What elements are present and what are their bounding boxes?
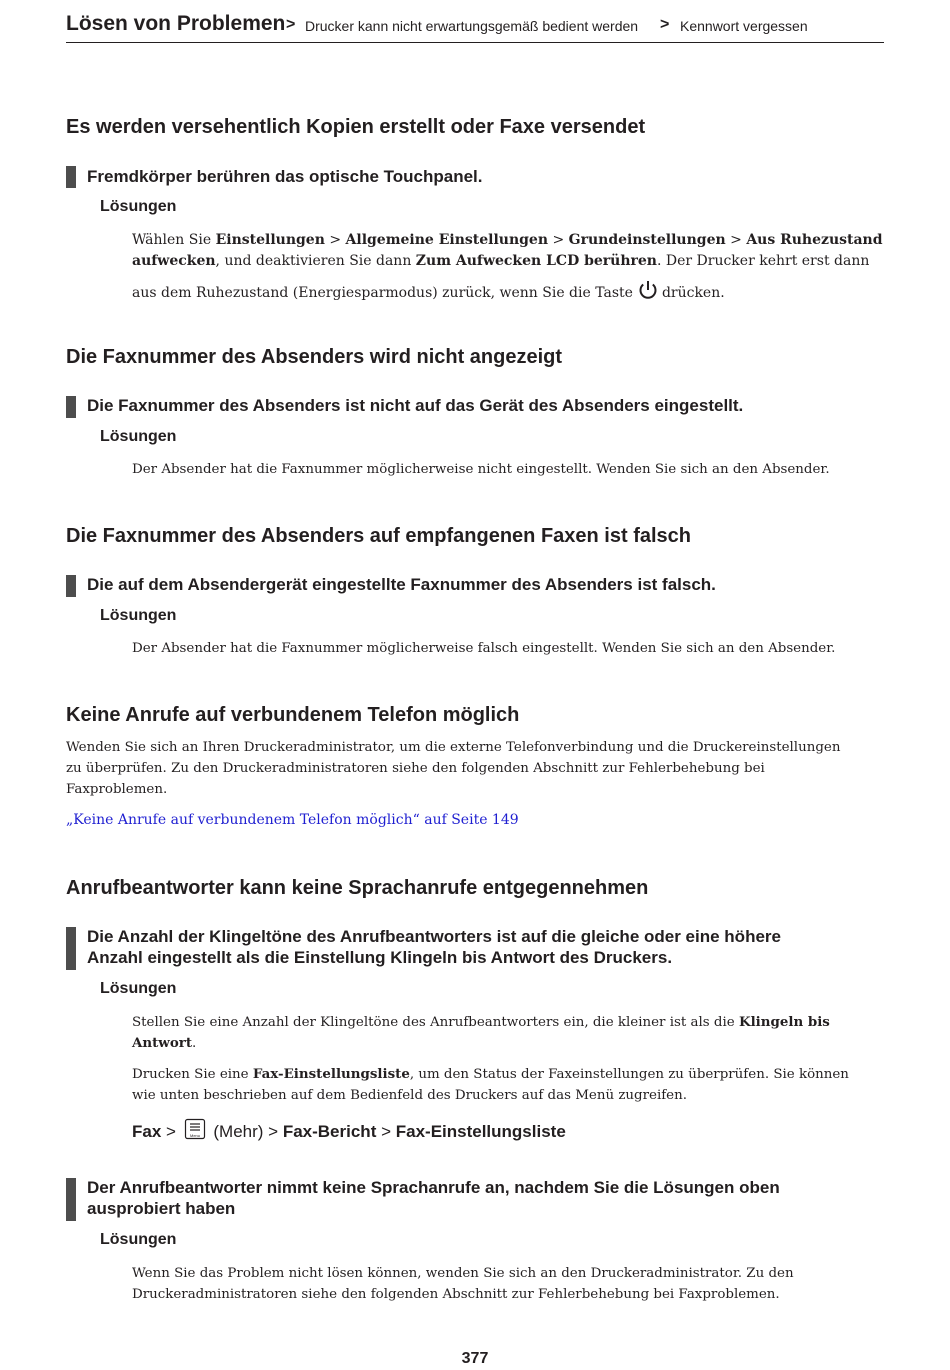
cross-reference-link[interactable]: „Keine Anrufe auf verbundenem Telefon möglich“ auf Seite 149 <box>66 812 519 828</box>
cause-marker <box>66 166 76 188</box>
cause-heading: Anzahl eingestellt als die Einstellung Klingeln bis Antwort des Druckers. <box>87 948 673 967</box>
solution-text: Der Absender hat die Faxnummer möglicherweise nicht eingestellt. Wenden Sie sich an den Absender. <box>132 462 830 477</box>
section-heading: Die Faxnummer des Absenders wird nicht angezeigt <box>66 346 563 368</box>
section-heading: Keine Anrufe auf verbundenem Telefon möglich <box>66 704 520 726</box>
solution-text: Antwort. <box>132 1035 197 1051</box>
cause-heading: Die Anzahl der Klingeltöne des Anrufbeantworters ist auf die gleiche oder eine höhere <box>87 927 781 946</box>
solutions-label: Lösungen <box>100 428 177 445</box>
breadcrumb <box>66 10 884 43</box>
solutions-label: Lösungen <box>100 980 177 997</box>
cause-marker <box>66 927 76 970</box>
section-heading: Die Faxnummer des Absenders auf empfangenen Faxen ist falsch <box>66 525 691 547</box>
svg-text:Menu: Menu <box>189 1133 200 1138</box>
menu-icon <box>184 1118 206 1140</box>
solutions-label: Lösungen <box>100 198 177 215</box>
cause-heading: Fremdkörper berühren das optische Touchpanel. <box>87 167 483 186</box>
body-text: zu überprüfen. Zu den Druckeradministratoren siehe den folgenden Abschnitt zur Fehlerbehebung bei <box>66 761 765 776</box>
cause-marker <box>66 396 76 418</box>
body-text: Faxproblemen. <box>66 782 168 797</box>
cause-marker <box>66 1178 76 1221</box>
breadcrumb-item[interactable]: Drucker kann nicht erwartungsgemäß bedient werden <box>305 18 639 34</box>
solutions-label: Lösungen <box>100 607 177 624</box>
cause-heading: Die auf dem Absendergerät eingestellte Faxnummer des Absenders ist falsch. <box>87 575 716 594</box>
section-heading: Es werden versehentlich Kopien erstellt oder Faxe versendet <box>66 116 646 138</box>
page-number: 377 <box>461 1350 489 1367</box>
solution-text: Stellen Sie eine Anzahl der Klingeltöne des Anrufbeantworters ein, die kleiner ist als die Klingeln bis <box>132 1014 830 1030</box>
solution-text: aufwecken, und deaktivieren Sie dann Zum Aufwecken LCD berühren. Der Drucker kehrt erst dann <box>132 253 870 269</box>
chapter-title: Lösen von Problemen <box>66 12 286 35</box>
solution-text: Der Absender hat die Faxnummer möglicherweise falsch eingestellt. Wenden Sie sich an den Absender. <box>132 641 836 656</box>
menu-path: Fax > Menu (Mehr) > Fax-Bericht > Fax-Einstellungsliste <box>132 1118 566 1142</box>
solution-text: Wenn Sie das Problem nicht lösen können, wenden Sie sich an den Druckeradministrator. Zu den <box>132 1266 794 1281</box>
breadcrumb-separator: > <box>660 16 670 33</box>
cause-heading: ausprobiert haben <box>87 1199 236 1218</box>
solutions-label: Lösungen <box>100 1231 177 1248</box>
solution-text: Wählen Sie Einstellungen > Allgemeine Einstellungen > Grundeinstellungen > Aus Ruhezustand <box>132 232 883 248</box>
breadcrumb-separator: > <box>286 16 296 33</box>
solution-text: Druckeradministratoren siehe den folgenden Abschnitt zur Fehlerbehebung bei Faxproblemen. <box>132 1287 780 1302</box>
cause-marker <box>66 575 76 597</box>
section-heading: Anrufbeantworter kann keine Sprachanrufe entgegennehmen <box>66 877 649 899</box>
breadcrumb-item[interactable]: Kennwort vergessen <box>680 18 808 34</box>
power-icon <box>637 279 659 301</box>
solution-text: aus dem Ruhezustand (Energiesparmodus) zurück, wenn Sie die Taste drücken. <box>132 279 877 304</box>
solution-text: wie unten beschrieben auf dem Bedienfeld des Druckers auf das Menü zugreifen. <box>132 1088 687 1103</box>
cause-heading: Der Anrufbeantworter nimmt keine Sprachanrufe an, nachdem Sie die Lösungen oben <box>87 1178 780 1197</box>
body-text: Wenden Sie sich an Ihren Druckeradministrator, um die externe Telefonverbindung und die Druckereinstellungen <box>66 740 841 755</box>
solution-text: Drucken Sie eine Fax-Einstellungsliste, um den Status der Faxeinstellungen zu überprüfen. Sie können <box>132 1066 849 1082</box>
cause-heading: Die Faxnummer des Absenders ist nicht auf das Gerät des Absenders eingestellt. <box>87 396 744 415</box>
